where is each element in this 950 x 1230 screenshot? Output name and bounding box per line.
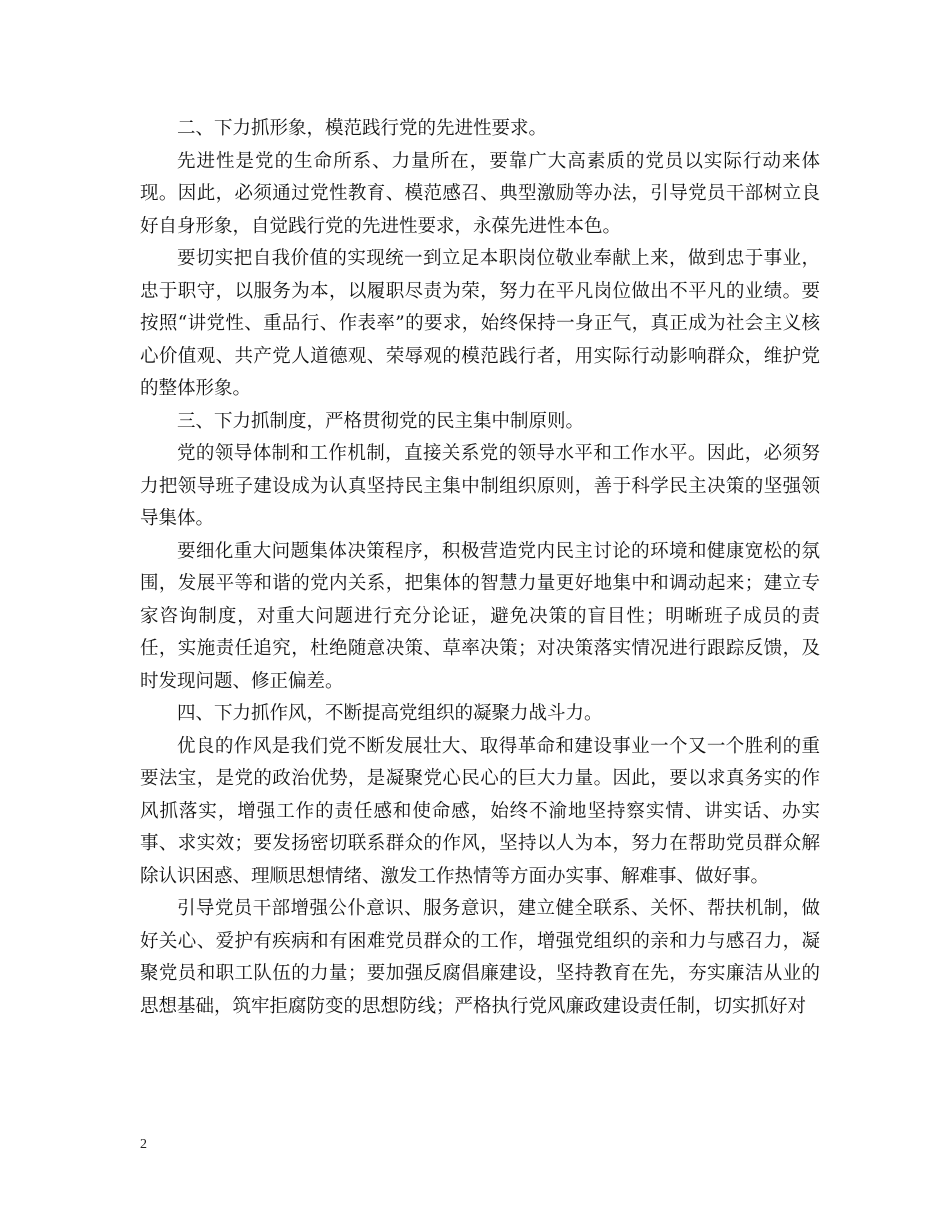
body-paragraph: 要切实把自我价值的实现统一到立足本职岗位敬业奉献上来，做到忠于事业，忠于职守，以服务为本，以履职尽责为荣，努力在平凡岗位做出不平凡的业绩。要按照“讲党性、重品行、作表率”的要求，始终保持一身正气，真正成为社会主义核心价值观、共产党人道德观、荣辱观的模范践行者，用实际行动影响群众，维护党的整体形象。	[140, 248, 820, 399]
document-body	[140, 113, 820, 1023]
body-paragraph: 要细化重大问题集体决策程序，积极营造党内民主讨论的环境和健康宽松的氛围，发展平等和谐的党内关系，把集体的智慧力量更好地集中和调动起来；建立专家咨询制度，对重大问题进行充分论证，避免决策的盲目性；明晰班子成员的责任，实施责任追究，杜绝随意决策、草率决策；对决策落实情况进行跟踪反馈，及时发现问题、修正偏差。	[140, 540, 820, 692]
section-heading-3: 三、下力抓制度，严格贯彻党的民主集中制原则。	[177, 410, 585, 432]
body-paragraph: 引导党员干部增强公仆意识、服务意识，建立健全联系、关怀、帮扶机制，做好关心、爱护有疾病和有困难党员群众的工作，增强党组织的亲和力与感召力，凝聚党员和职工队伍的力量；要加强反腐倡廉建设，坚持教育在先，夯实廉洁从业的思想基础，筑牢拒腐防变的思想防线；严格执行党风廉政建设责任制，切实抓好对	[140, 898, 820, 1017]
section-heading-4: 四、下力抓作风，不断提高党组织的凝聚力战斗力。	[177, 703, 603, 724]
body-paragraph: 党的领导体制和工作机制，直接关系党的领导水平和工作水平。因此，必须努力把领导班子建设成为认真坚持民主集中制组织原则，善于科学民主决策的坚强领导集体。	[140, 443, 820, 529]
body-paragraph: 优良的作风是我们党不断发展壮大、取得革命和建设事业一个又一个胜利的重要法宝，是党的政治优势，是凝聚党心民心的巨大力量。因此，要以求真务实的作风抓落实，增强工作的责任感和使命感，始终不渝地坚持察实情、讲实话、办实事、求实效；要发扬密切联系群众的作风，坚持以人为本，努力在帮助党员群众解除认识困惑、理顺思想情绪、激发工作热情等方面办实事、解难事、做好事。	[140, 735, 820, 887]
body-paragraph: 先进性是党的生命所系、力量所在，要靠广大高素质的党员以实际行动来体现。因此，必须通过党性教育、模范感召、典型激励等办法，引导党员干部树立良好自身形象，自觉践行党的先进性要求，永葆先进性本色。	[140, 150, 820, 237]
section-heading-2: 二、下力抓形象，模范践行党的先进性要求。	[177, 118, 548, 139]
page-number: 2	[140, 1137, 147, 1152]
